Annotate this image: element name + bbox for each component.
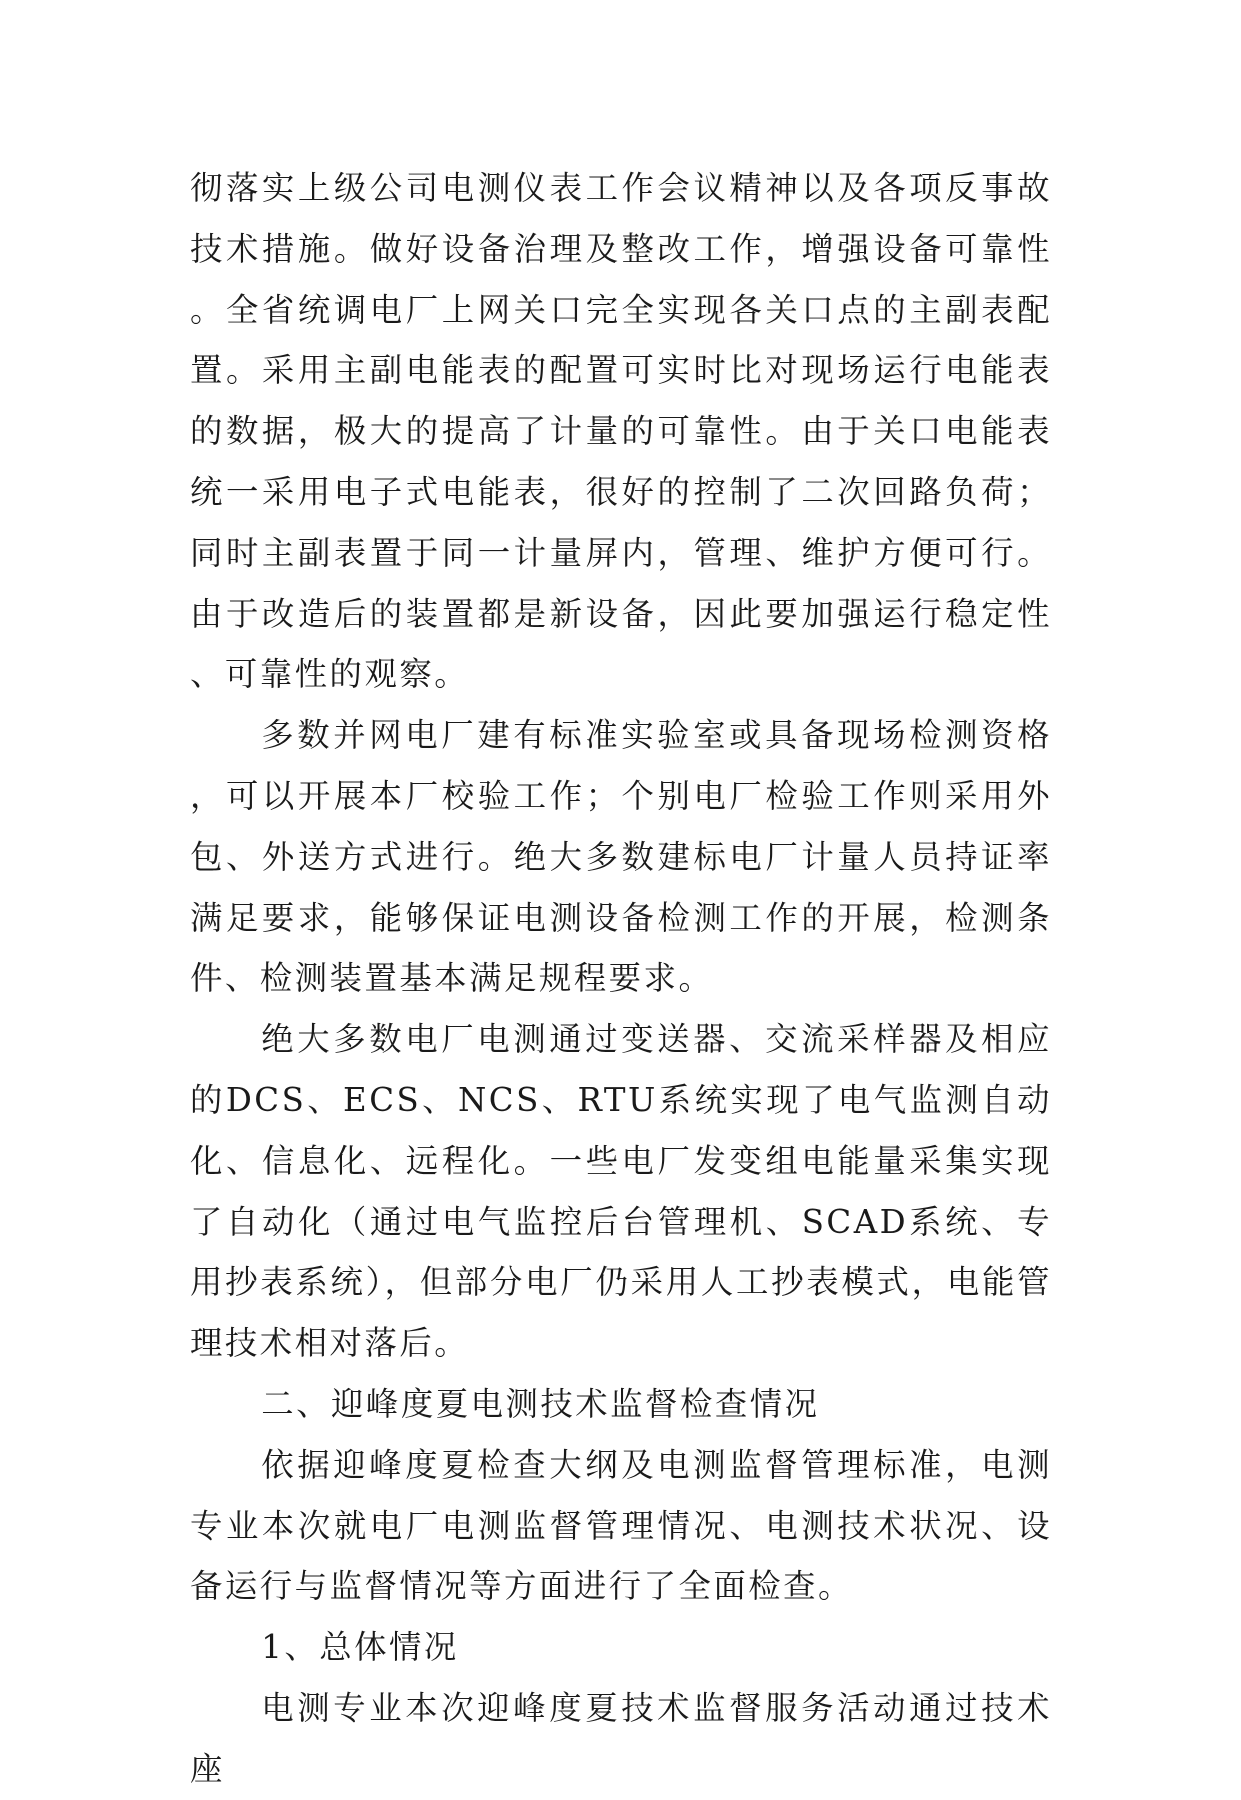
subsection-heading-overall: 1、总体情况 bbox=[261, 1628, 459, 1667]
paragraph-overall-start: 电测专业本次迎峰度夏技术监督服务活动通过技术座 bbox=[190, 1688, 1052, 1788]
paragraph-monitoring-automation: 绝大多数电厂电测通过变送器、交流采样器及相应的DCS、ECS、NCS、RTU系统实现了电气监测自动化、信息化、远程化。一些电厂发变组电能量采集实现了自动化（通过电气监控后台管理机、SCAD系统、专用抄表系统），但部分电厂仍采用人工抄表模式，电能管理技术相对落后。 bbox=[190, 1020, 1052, 1363]
paragraph-continuation: 彻落实上级公司电测仪表工作会议精神以及各项反事故技术措施。做好设备治理及整改工作，增强设备可靠性。全省统调电厂上网关口完全实现各关口点的主副表配置。采用主副电能表的配置可实时比对现场运行电能表的数据，极大的提高了计量的可靠性。由于关口电能表统一采用电子式电能表，很好的控制了二次回路负荷；同时主副表置于同一计量屏内，管理、维护方便可行。由于改造后的装置都是新设备，因此要加强运行稳定性、可靠性的观察。 bbox=[190, 169, 1052, 694]
section-heading-summer-peak-inspection: 二、迎峰度夏电测技术监督检查情况 bbox=[261, 1384, 820, 1423]
paragraph-lab-qualification: 多数并网电厂建有标准实验室或具备现场检测资格，可以开展本厂校验工作；个别电厂检验工作则采用外包、外送方式进行。绝大多数建标电厂计量人员持证率满足要求，能够保证电测设备检测工作的开展，检测条件、检测装置基本满足规程要求。 bbox=[190, 716, 1052, 998]
paragraph-inspection-basis: 依据迎峰度夏检查大纲及电测监督管理标准，电测专业本次就电厂电测监督管理情况、电测技术状况、设备运行与监督情况等方面进行了全面检查。 bbox=[190, 1445, 1052, 1606]
document-body bbox=[190, 158, 1052, 1800]
